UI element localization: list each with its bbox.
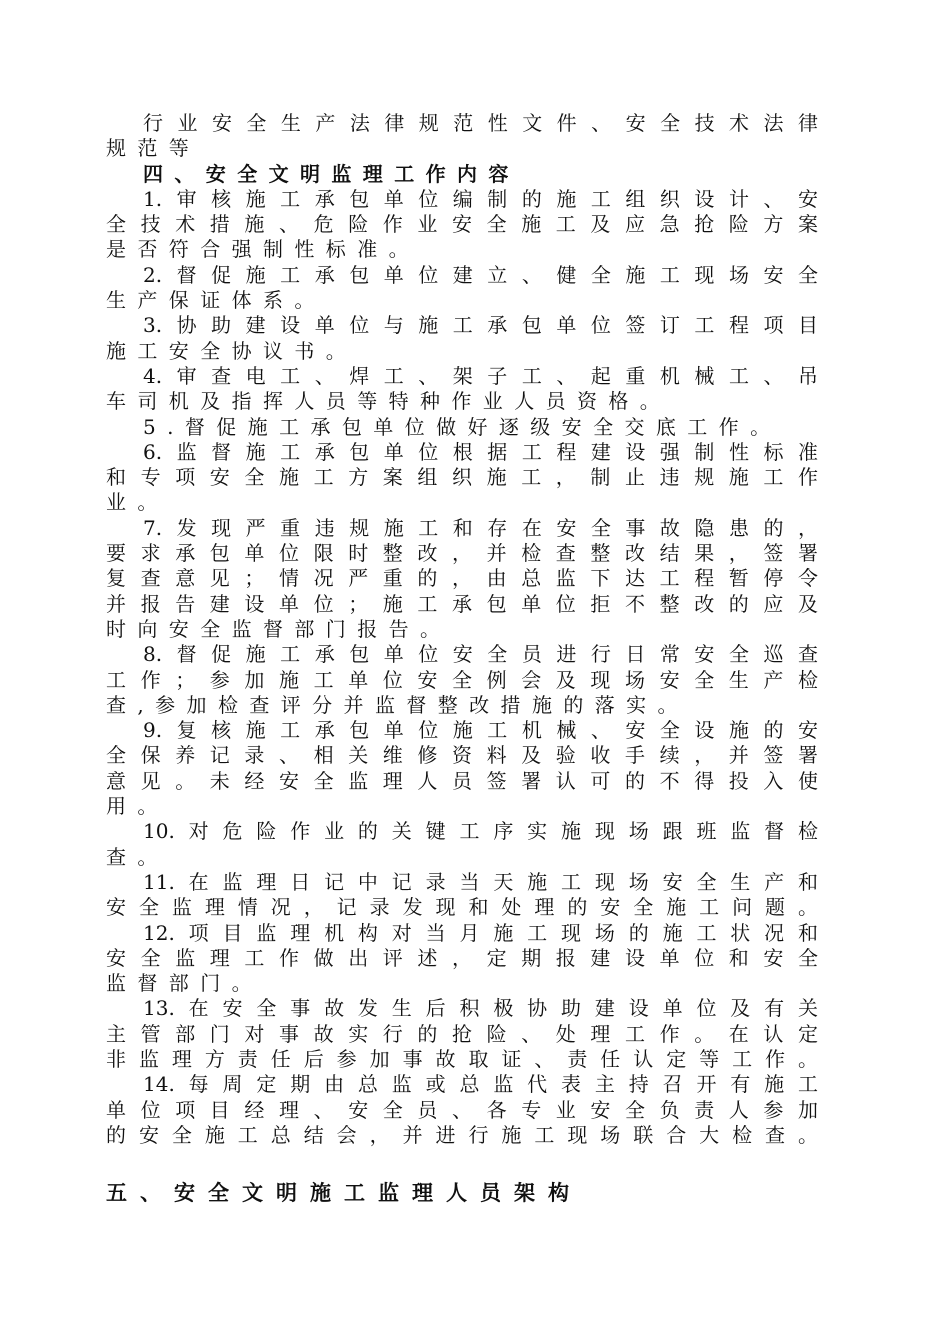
section-heading: 四、安全文明监理工作内容	[143, 161, 520, 186]
paragraph-line: 11.在监理日记中记录当天施工现场安全生产和	[143, 869, 818, 894]
paragraph-line: 7.发现严重违规施工和存在安全事故隐患的，	[143, 515, 818, 540]
document-body	[106, 111, 818, 1148]
paragraph-line: 并报告建设单位；施工承包单位拒不整改的应及	[106, 591, 818, 616]
paragraph-line: 要求承包单位限时整改，并检查整改结果，签署	[106, 541, 818, 566]
paragraph-line: 6.监督施工承包单位根据工程建设强制性标准	[143, 439, 818, 464]
paragraph-line: 复查意见；情况严重的，由总监下达工程暂停令	[106, 566, 818, 591]
paragraph-line: 主管部门对事故实行的抢险、处理工作。在认定	[106, 1021, 818, 1046]
section-five-heading-block	[106, 1178, 818, 1208]
paragraph-line: 规范等	[106, 136, 201, 161]
paragraph-line: 5.督促施工承包单位做好逐级安全交底工作。	[143, 414, 782, 439]
paragraph-line: 意见。未经安全监理人员签署认可的不得投入使	[106, 768, 818, 793]
paragraph-line: 14.每周定期由总监或总监代表主持召开有施工	[143, 1072, 818, 1097]
paragraph-line: 的安全施工总结会，并进行施工现场联合大检查。	[106, 1122, 818, 1147]
paragraph-line: 是否符合强制性标准。	[106, 237, 420, 262]
section-heading: 五、安全文明施工监理人员架构	[106, 1180, 582, 1205]
paragraph-line: 1.审核施工承包单位编制的施工组织设计、安	[143, 186, 818, 211]
paragraph-line: 8.督促施工承包单位安全员进行日常安全巡查	[143, 642, 818, 667]
paragraph-line: 业。	[106, 490, 169, 515]
paragraph-line: 和专项安全施工方案组织施工，制止违规施工作	[106, 465, 818, 490]
paragraph-line: 行业安全生产法律规范性文件、安全技术法律	[143, 111, 818, 135]
paragraph-line: 安全监理情况，记录发现和处理的安全施工问题。	[106, 895, 818, 920]
paragraph-line: 查。	[106, 844, 169, 869]
paragraph-line: 4.审查电工、焊工、架子工、起重机械工、吊	[143, 363, 818, 388]
paragraph-line: 2.督促施工承包单位建立、健全施工现场安全	[143, 262, 818, 287]
paragraph-line: 13.在安全事故发生后积极协助建设单位及有关	[143, 996, 818, 1021]
paragraph-line: 生产保证体系。	[106, 288, 326, 313]
paragraph-line: 非监理方责任后参加事故取证、责任认定等工作。	[106, 1046, 818, 1071]
paragraph-line: 监督部门。	[106, 971, 263, 996]
paragraph-line: 用。	[106, 794, 169, 819]
paragraph-line: 10.对危险作业的关键工序实施现场跟班监督检	[143, 819, 818, 844]
paragraph-line: 时向安全监督部门报告。	[106, 616, 452, 641]
paragraph-line: 全保养记录、相关维修资料及验收手续，并签署	[106, 743, 818, 768]
paragraph-line: 查,参加检查评分并监督整改措施的落实。	[106, 692, 689, 717]
paragraph-line: 车司机及指挥人员等特种作业人员资格。	[106, 389, 672, 414]
paragraph-line: 全技术措施、危险作业安全施工及应急抢险方案	[106, 212, 818, 237]
paragraph-line: 安全监理工作做出评述，定期报建设单位和安全	[106, 945, 818, 970]
paragraph-line: 工作；参加施工单位安全例会及现场安全生产检	[106, 667, 818, 692]
paragraph-line: 3.协助建设单位与施工承包单位签订工程项目	[143, 313, 818, 338]
paragraph-line: 9.复核施工承包单位施工机械、安全设施的安	[143, 718, 818, 743]
paragraph-line: 12.项目监理机构对当月施工现场的施工状况和	[143, 920, 818, 945]
paragraph-line: 单位项目经理、安全员、各专业安全负责人参加	[106, 1097, 818, 1122]
paragraph-line: 施工安全协议书。	[106, 338, 358, 363]
